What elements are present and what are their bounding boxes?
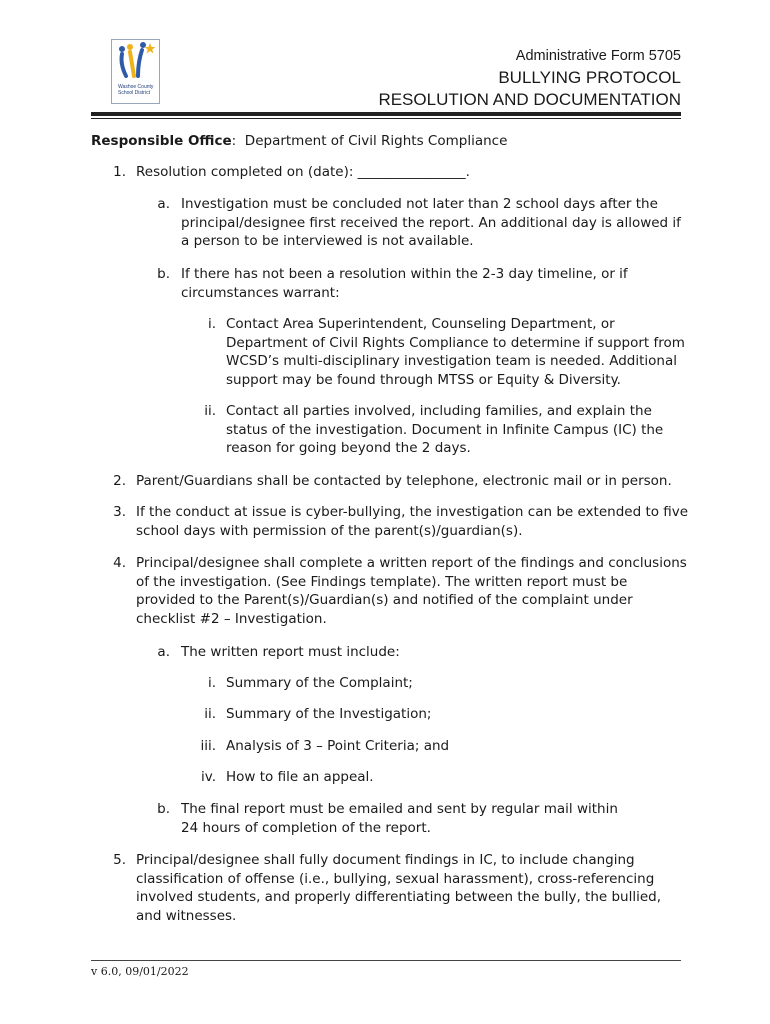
list-item-text-line: How to file an appeal.: [226, 769, 374, 785]
list-item-text-line: Resolution completed on (date): ________________.: [136, 164, 470, 180]
list-item-text-line: Parent/Guardians shall be contacted by telephone, electronic mail or in person.: [136, 473, 672, 489]
list-item-text-line: reason for going beyond the 2 days.: [226, 440, 471, 457]
form-number: Administrative Form 5705: [515, 48, 681, 64]
list-number-level-3: i.: [207, 675, 216, 691]
list-item-text-line: involved students, and properly differentiating between the bully, the bullied,: [136, 889, 662, 906]
list-item-text-line: Principal/designee shall fully document findings in IC, to include changing: [136, 852, 635, 868]
list-number-level-3: ii.: [204, 706, 216, 722]
list-item-text-line: provided to the Parent(s)/Guardian(s) and notified of the complaint under: [136, 592, 633, 609]
list-item-text-line: checklist #2 – Investigation.: [136, 611, 327, 628]
footer-version: v 6.0, 09/01/2022: [91, 965, 189, 978]
list-item-text-line: Contact all parties involved, including families, and explain the: [226, 403, 652, 419]
logo-caption: Washoe County School District: [118, 84, 154, 96]
list-item-text-line: Department of Civil Rights Compliance to determine if support from: [226, 334, 685, 351]
responsible-office-colon: :: [231, 133, 237, 149]
header-rule-thin: [91, 118, 681, 119]
header-rule-thick: [91, 112, 681, 116]
list-item-text-line: Contact Area Superintendent, Counseling Department, or: [226, 316, 615, 332]
list-number-level-1: 2.: [113, 473, 126, 489]
document-title-line-1: BULLYING PROTOCOL: [498, 68, 681, 87]
list-item-text-line: Summary of the Complaint;: [226, 675, 413, 691]
district-logo: [111, 39, 160, 104]
list-item-text-line: WCSD’s multi-disciplinary investigation team is needed. Additional: [226, 353, 678, 370]
list-item-text-line: If there has not been a resolution within the 2-3 day timeline, or if: [181, 266, 628, 282]
list-number-level-2: a.: [157, 644, 170, 660]
list-item-text-line: If the conduct at issue is cyber-bullying, the investigation can be extended to five: [136, 504, 689, 520]
list-item-text-line: 24 hours of completion of the report.: [181, 819, 431, 836]
list-number-level-3: iii.: [200, 738, 216, 754]
logo-figures-icon: [112, 40, 159, 82]
list-number-level-2: b.: [157, 266, 170, 282]
list-number-level-1: 1.: [113, 164, 126, 180]
list-item-text-line: status of the investigation. Document in Infinite Campus (IC) the: [226, 421, 664, 438]
list-item-text-line: Principal/designee shall complete a written report of the findings and conclusions: [136, 555, 687, 571]
list-number-level-1: 4.: [113, 555, 126, 571]
list-item-text-line: a person to be interviewed is not available.: [181, 233, 474, 250]
list-number-level-3: ii.: [204, 403, 216, 419]
list-number-level-3: iv.: [201, 769, 216, 785]
responsible-office-label: Responsible Office: [91, 133, 232, 149]
list-item-text-line: and witnesses.: [136, 908, 237, 925]
list-item-text-line: Investigation must be concluded not later than 2 school days after the: [181, 196, 658, 212]
list-number-level-2: a.: [157, 196, 170, 212]
list-item-text-line: school days with permission of the parent(s)/guardian(s).: [136, 522, 523, 539]
list-item-text-line: of the investigation. (See Findings template). The written report must be: [136, 573, 628, 590]
list-item-text-line: Analysis of 3 – Point Criteria; and: [226, 738, 450, 754]
list-item-text-line: circumstances warrant:: [181, 284, 340, 301]
document-title-line-2: RESOLUTION AND DOCUMENTATION: [378, 90, 681, 109]
list-number-level-3: i.: [207, 316, 216, 332]
list-item-text-line: principal/designee first received the report. An additional day is allowed if: [181, 214, 681, 231]
footer-rule: [91, 960, 681, 961]
responsible-office: [91, 133, 507, 149]
list-item-text-line: classification of offense (i.e., bullying, sexual harassment), cross-referencing: [136, 870, 655, 887]
list-item-text-line: support may be found through MTSS or Equity & Diversity.: [226, 372, 621, 389]
list-item-text-line: The final report must be emailed and sent by regular mail within: [181, 801, 618, 817]
list-number-level-1: 5.: [113, 852, 126, 868]
list-number-level-2: b.: [157, 801, 170, 817]
list-item-text-line: The written report must include:: [181, 644, 400, 660]
list-item-text-line: Summary of the Investigation;: [226, 706, 432, 722]
responsible-office-value: Department of Civil Rights Compliance: [244, 133, 508, 149]
list-number-level-1: 3.: [113, 504, 126, 520]
